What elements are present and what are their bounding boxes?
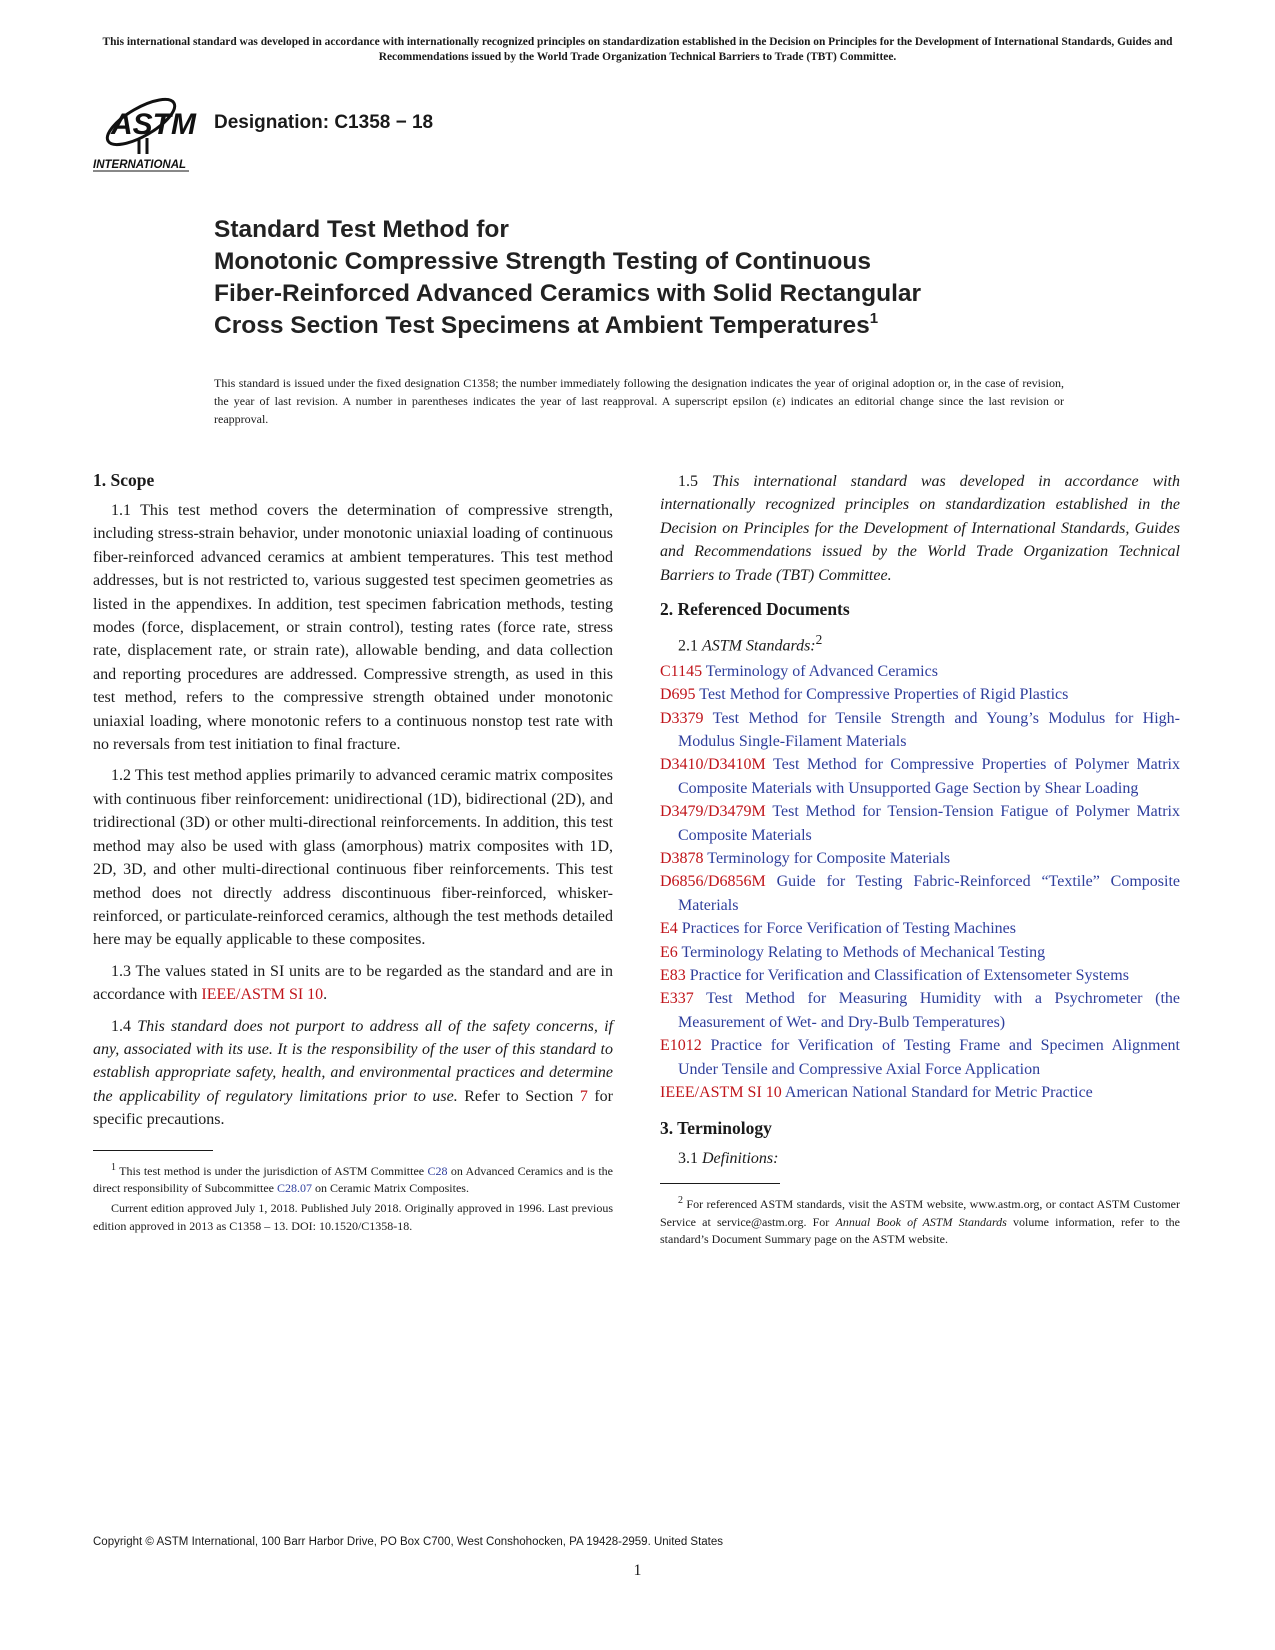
reference-item[interactable]: E4 Practices for Force Verification of Testing Machines: [660, 920, 1016, 938]
subsection-definitions: 3.1 Definitions:: [678, 1150, 779, 1168]
astm-logo-icon: [93, 88, 199, 176]
right-column: [660, 470, 1180, 1251]
copyright-line: Copyright © ASTM International, 100 Barr Harbor Drive, PO Box C700, West Conshohocken, PA 19428-2959. United States: [93, 1536, 724, 1548]
title-line-4: Cross Section Test Specimens at Ambient Temperatures$^1$: [214, 310, 879, 339]
international-standard-notice: This international standard was developed in accordance with internationally recognized principles on standardization established in the Decision on Principles for the Development of International Standards, Guides and Recommendations issued by the World Trade Organization Technical Barriers to Trade (TBT) Committee.: [102, 36, 1173, 63]
svg-text:INTERNATIONAL: INTERNATIONAL: [93, 159, 187, 171]
reference-item[interactable]: D3379 Test Method for Tensile Strength and Young’s Modulus for High-Modulus Single-Filament Materials: [660, 709, 1180, 750]
designation: Designation: C1358 − 18: [214, 112, 434, 133]
link-committee-c28[interactable]: C28: [427, 1163, 448, 1178]
subsection-astm-standards: 2.1 ASTM Standards:$^2$: [678, 632, 823, 655]
title-footnote-mark[interactable]: 1: [869, 310, 879, 327]
reference-item[interactable]: E83 Practice for Verification and Classification of Extensometer Systems: [660, 967, 1129, 985]
footnote-divider: [660, 1183, 780, 1184]
title-line-1: Standard Test Method for: [214, 216, 509, 243]
footnote-1-edition: Current edition approved July 1, 2018. Published July 2018. Originally approved in 1996. Last previous edition approved in 2013 as C1358 – 13. DOI: 10.1520/C1358-18.: [93, 1201, 613, 1233]
reference-item[interactable]: C1145 Terminology of Advanced Ceramics: [660, 662, 938, 680]
reference-item[interactable]: D6856/D6856M Guide for Testing Fabric-Reinforced “Textile” Composite Materials: [660, 873, 1181, 914]
issuance-note: This standard is issued under the fixed designation C1358; the number immediately following the designation indicates the year of original adoption or, in the case of revision, the year of last revision. A number in parentheses indicates the year of last reapproval. A superscript epsilon (ε) indicates an editorial change since the last revision or reapproval.: [214, 376, 1064, 426]
paragraph-1-1: 1.1 This test method covers the determination of compressive strength, including stress-strain behavior, under monotonic uniaxial loading of continuous fiber-reinforced advanced ceramics at ambient temperatures. This test method addresses, but is not restricted to, various suggested test specimen geometries as listed in the appendixes. In addition, test specimen fabrication methods, testing modes (force, displacement, or strain control), testing rates (force rate, stress rate, displacement rate, or strain rate), allowable bending, and data collection and reporting procedures are addressed. Compressive strength, as used in this test method, refers to the compressive strength obtained under monotonic uniaxial loading, where monotonic refers to a continuous nonstop test rate with no reversals from test initiation to final fracture.: [93, 502, 613, 754]
document-title: [214, 214, 1114, 342]
page-number: 1: [633, 1562, 642, 1579]
link-section-7[interactable]: 7: [579, 1087, 588, 1105]
title-line-2: Monotonic Compressive Strength Testing of Continuous: [214, 248, 871, 275]
paragraph-1-2: 1.2 This test method applies primarily to advanced ceramic matrix composites with continuous fiber reinforcement: unidirectional (1D), bidirectional (2D), and tridirectional (3D) or other multi-directional reinforcements. In addition, this test method may also be used with glass (amorphous) matrix composites with 1D, 2D, 3D, and other multi-directional continuous fiber reinforcements. This test method does not directly address discontinuous fiber-reinforced, whisker-reinforced, or particulate-reinforced ceramics, although the test methods detailed here may be equally applicable to these composites.: [93, 767, 613, 949]
svg-text:ASTM: ASTM: [111, 108, 196, 141]
paragraph-1-5: 1.5 This international standard was developed in accordance with internationally recognized principles on standardization established in the Decision on Principles for the Development of International Standards, Guides and Recommendations issued by the World Trade Organization Technical Barriers to Trade (TBT) Committee.: [660, 473, 1181, 584]
paragraph-1-4: 1.4 This standard does not purport to address all of the safety concerns, if any, associated with its use. It is the responsibility of the user of this standard to establish appropriate safety, health, and environmental practices and determine the applicability of regulatory limitations prior to use. Refer to Section 7 for specific precautions.: [93, 1017, 614, 1129]
section-heading-scope: 1. Scope: [93, 470, 155, 490]
reference-item[interactable]: D695 Test Method for Compressive Properties of Rigid Plastics: [660, 686, 1069, 704]
reference-item[interactable]: IEEE/ASTM SI 10 American National Standard for Metric Practice: [660, 1084, 1093, 1102]
section-heading-terminology: 3. Terminology: [660, 1118, 772, 1139]
reference-item[interactable]: E1012 Practice for Verification of Testing Frame and Specimen Alignment Under Tensile and Compressive Axial Force Application: [660, 1037, 1181, 1078]
reference-list: [660, 660, 1180, 1105]
footnote-1: $^1$ This test method is under the jurisdiction of ASTM Committee C28 on Advanced Ceramics and is the direct responsibility of Subcommittee C28.07 on Ceramic Matrix Composites.: [93, 1161, 613, 1196]
link-subcommittee-c28-07[interactable]: C28.07: [276, 1181, 312, 1196]
paragraph-1-3: 1.3 The values stated in SI units are to be regarded as the standard and are in accordance with IEEE/ASTM SI 10.: [93, 962, 613, 1004]
footnote-divider: [93, 1150, 213, 1151]
left-column: [93, 470, 613, 1238]
footnote-2: $^2$ For referenced ASTM standards, visit the ASTM website, www.astm.org, or contact ASTM Customer Service at service@astm.org. For Annual Book of ASTM Standards volume information, refer to the standard’s Document Summary page on the ASTM website.: [660, 1194, 1180, 1247]
title-line-3: Fiber-Reinforced Advanced Ceramics with Solid Rectangular: [214, 280, 922, 307]
section-heading-referenced-documents: 2. Referenced Documents: [660, 599, 850, 620]
reference-item[interactable]: E6 Terminology Relating to Methods of Mechanical Testing: [660, 943, 1046, 961]
reference-item[interactable]: E337 Test Method for Measuring Humidity with a Psychrometer (the Measurement of Wet- and Dry-Bulb Temperatures): [660, 990, 1180, 1031]
reference-item[interactable]: D3479/D3479M Test Method for Tension-Tension Fatigue of Polymer Matrix Composite Materials: [660, 803, 1180, 844]
reference-item[interactable]: D3410/D3410M Test Method for Compressive Properties of Polymer Matrix Composite Materials with Unsupported Gage Section by Shear Loading: [660, 756, 1180, 797]
link-ieee-astm-si10[interactable]: IEEE/ASTM SI 10: [201, 986, 324, 1004]
reference-item[interactable]: D3878 Terminology for Composite Materials: [660, 850, 951, 868]
